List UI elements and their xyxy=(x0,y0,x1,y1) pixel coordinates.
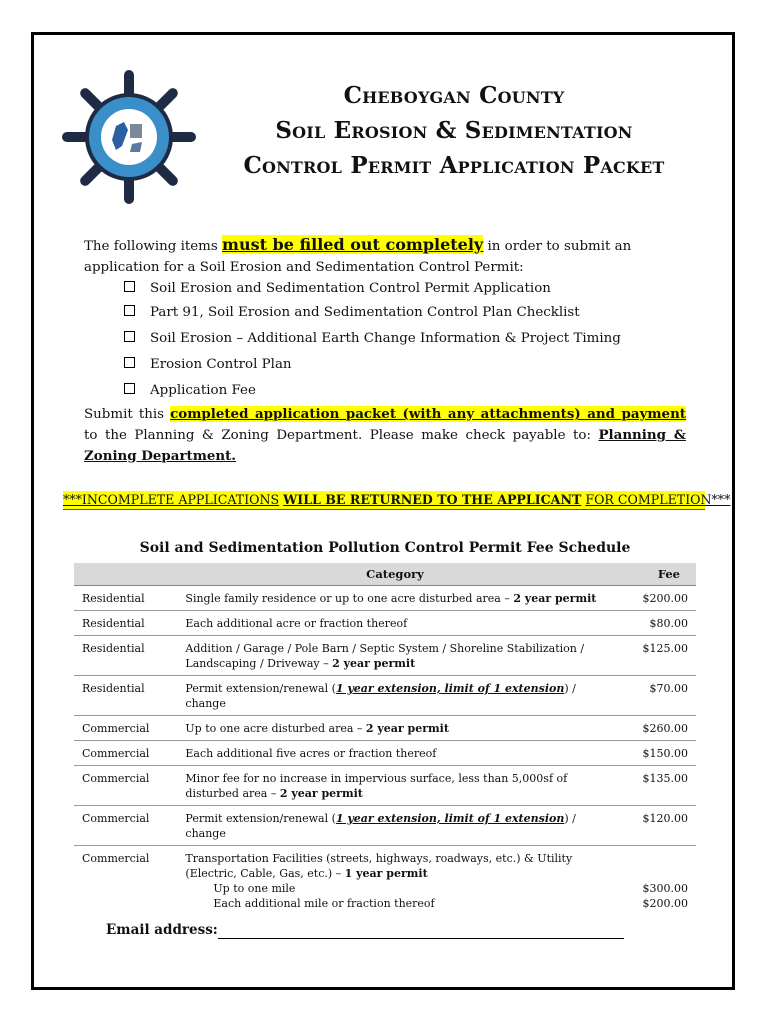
row-fee: $70.00 xyxy=(619,676,696,716)
row-description xyxy=(171,586,618,611)
checklist-item[interactable] xyxy=(124,279,704,303)
row-description xyxy=(171,716,618,741)
desc-permit-term: 2 year permit xyxy=(513,592,597,605)
row-type: Commercial xyxy=(82,852,150,865)
table-row xyxy=(74,716,696,741)
desc-text: Up to one acre disturbed area – xyxy=(185,722,366,735)
title-line: Soil Erosion & Sedimentation xyxy=(275,117,633,144)
submit-text-mid: to the Planning & Zoning Department. Please make check payable to: xyxy=(84,428,591,443)
page-title xyxy=(200,78,708,183)
table-row xyxy=(74,806,696,846)
checkbox[interactable] xyxy=(124,331,135,342)
row-description xyxy=(171,611,618,636)
row-fee: $80.00 xyxy=(619,611,696,636)
table-row xyxy=(74,611,696,636)
intro-text: The following items xyxy=(84,239,218,254)
header-fee: Fee xyxy=(619,563,696,586)
desc-permit-term: 2 year permit xyxy=(279,787,363,800)
table-header-row xyxy=(74,563,696,586)
checkbox[interactable] xyxy=(124,305,135,316)
desc-text: Each additional five acres or fraction thereof xyxy=(185,747,437,760)
row-description xyxy=(171,806,618,846)
table-row xyxy=(74,741,696,766)
desc-permit-term: 2 year permit xyxy=(365,722,449,735)
county-seal-ship-wheel-icon xyxy=(58,66,200,208)
checkbox[interactable] xyxy=(124,383,135,394)
checklist-label: Application Fee xyxy=(150,383,256,398)
desc-text: Transportation Facilities (streets, highways, roadways, etc.) & Utility (Electric, Cable, Gas, etc.) – xyxy=(185,852,573,880)
sub-item-label: Each additional mile or fraction thereof xyxy=(213,897,435,910)
desc-text: Minor fee for no increase in impervious surface, less than 5,000sf of disturbed area – xyxy=(185,772,568,800)
desc-text: Single family residence or up to one acre disturbed area – xyxy=(185,592,514,605)
fee-schedule-title: Soil and Sedimentation Pollution Control Permit Fee Schedule xyxy=(139,540,631,556)
fee-schedule-table xyxy=(74,563,696,915)
row-fee: $260.00 xyxy=(619,716,696,741)
desc-text: Addition / Garage / Pole Barn / Septic System / Shoreline Stabilization / Landscaping / Driveway – xyxy=(185,642,585,670)
intro-text-end: in order to submit an application for a Soil Erosion and Sedimentation Control Permit: xyxy=(84,239,632,275)
requirements-checklist xyxy=(124,279,704,405)
row-type: Commercial xyxy=(74,716,171,741)
submit-instructions xyxy=(84,404,686,467)
table-row xyxy=(74,846,696,916)
table-row xyxy=(74,766,696,806)
header-blank xyxy=(74,563,171,586)
checklist-label: Soil Erosion – Additional Earth Change Information & Project Timing xyxy=(150,331,621,346)
sub-item-fee: $300.00 xyxy=(642,882,688,895)
row-fee xyxy=(619,846,696,916)
row-type: Residential xyxy=(74,586,171,611)
row-description xyxy=(171,636,618,676)
email-input-line[interactable] xyxy=(218,938,624,939)
checklist-label: Erosion Control Plan xyxy=(150,357,292,372)
intro-paragraph xyxy=(84,234,694,278)
row-fee: $135.00 xyxy=(619,766,696,806)
row-type: Residential xyxy=(74,676,171,716)
desc-extension: 1 year extension, limit of 1 extension xyxy=(335,682,565,695)
row-fee: $200.00 xyxy=(619,586,696,611)
desc-extension: 1 year extension, limit of 1 extension xyxy=(335,812,565,825)
header-category: Category xyxy=(171,563,618,586)
desc-permit-term: 1 year permit xyxy=(344,867,428,880)
row-fee: $150.00 xyxy=(619,741,696,766)
table-row xyxy=(74,676,696,716)
row-fee: $120.00 xyxy=(619,806,696,846)
title-line: Cheboygan County xyxy=(343,82,565,109)
checklist-item[interactable] xyxy=(124,303,704,327)
sub-item-fee: $200.00 xyxy=(642,897,688,910)
incomplete-warning xyxy=(63,491,731,510)
checklist-item[interactable] xyxy=(124,329,704,353)
row-description xyxy=(171,676,618,716)
desc-permit-term: 2 year permit xyxy=(332,657,416,670)
table-row xyxy=(74,586,696,611)
title-line: Control Permit Application Packet xyxy=(243,152,665,179)
row-type: Residential xyxy=(74,636,171,676)
row-fee: $125.00 xyxy=(619,636,696,676)
desc-text: Each additional acre or fraction thereof xyxy=(185,617,408,630)
email-label: Email address: xyxy=(106,922,218,938)
submit-highlight: completed application packet (with any attachments) and payment xyxy=(170,406,686,422)
submit-text: Submit this xyxy=(84,407,165,422)
desc-text-end: ) / change xyxy=(185,682,576,710)
table-row xyxy=(74,636,696,676)
row-type: Commercial xyxy=(74,741,171,766)
intro-highlight: must be filled out completely xyxy=(222,235,484,254)
desc-text: Permit extension/renewal ( xyxy=(185,812,336,825)
checklist-label: Soil Erosion and Sedimentation Control Permit Application xyxy=(150,281,551,296)
row-description xyxy=(171,766,618,806)
row-type: Commercial xyxy=(74,766,171,806)
row-type: Residential xyxy=(74,611,171,636)
checklist-label: Part 91, Soil Erosion and Sedimentation Control Plan Checklist xyxy=(150,305,580,320)
payee-name: Planning & Zoning Department. xyxy=(84,427,686,464)
sub-item-label: Up to one mile xyxy=(213,882,296,895)
checkbox[interactable] xyxy=(124,281,135,292)
row-description xyxy=(171,846,618,916)
warning-bold: WILL BE RETURNED TO THE APPLICANT xyxy=(283,492,582,507)
warning-prefix: ***INCOMPLETE APPLICATIONS xyxy=(63,492,280,507)
warning-suffix: FOR COMPLETION*** xyxy=(585,492,731,507)
checklist-item[interactable] xyxy=(124,381,704,405)
checkbox[interactable] xyxy=(124,357,135,368)
checklist-item[interactable] xyxy=(124,355,704,379)
desc-text: Permit extension/renewal ( xyxy=(185,682,336,695)
desc-text-end: ) / change xyxy=(185,812,576,840)
row-description xyxy=(171,741,618,766)
row-type: Commercial xyxy=(74,806,171,846)
